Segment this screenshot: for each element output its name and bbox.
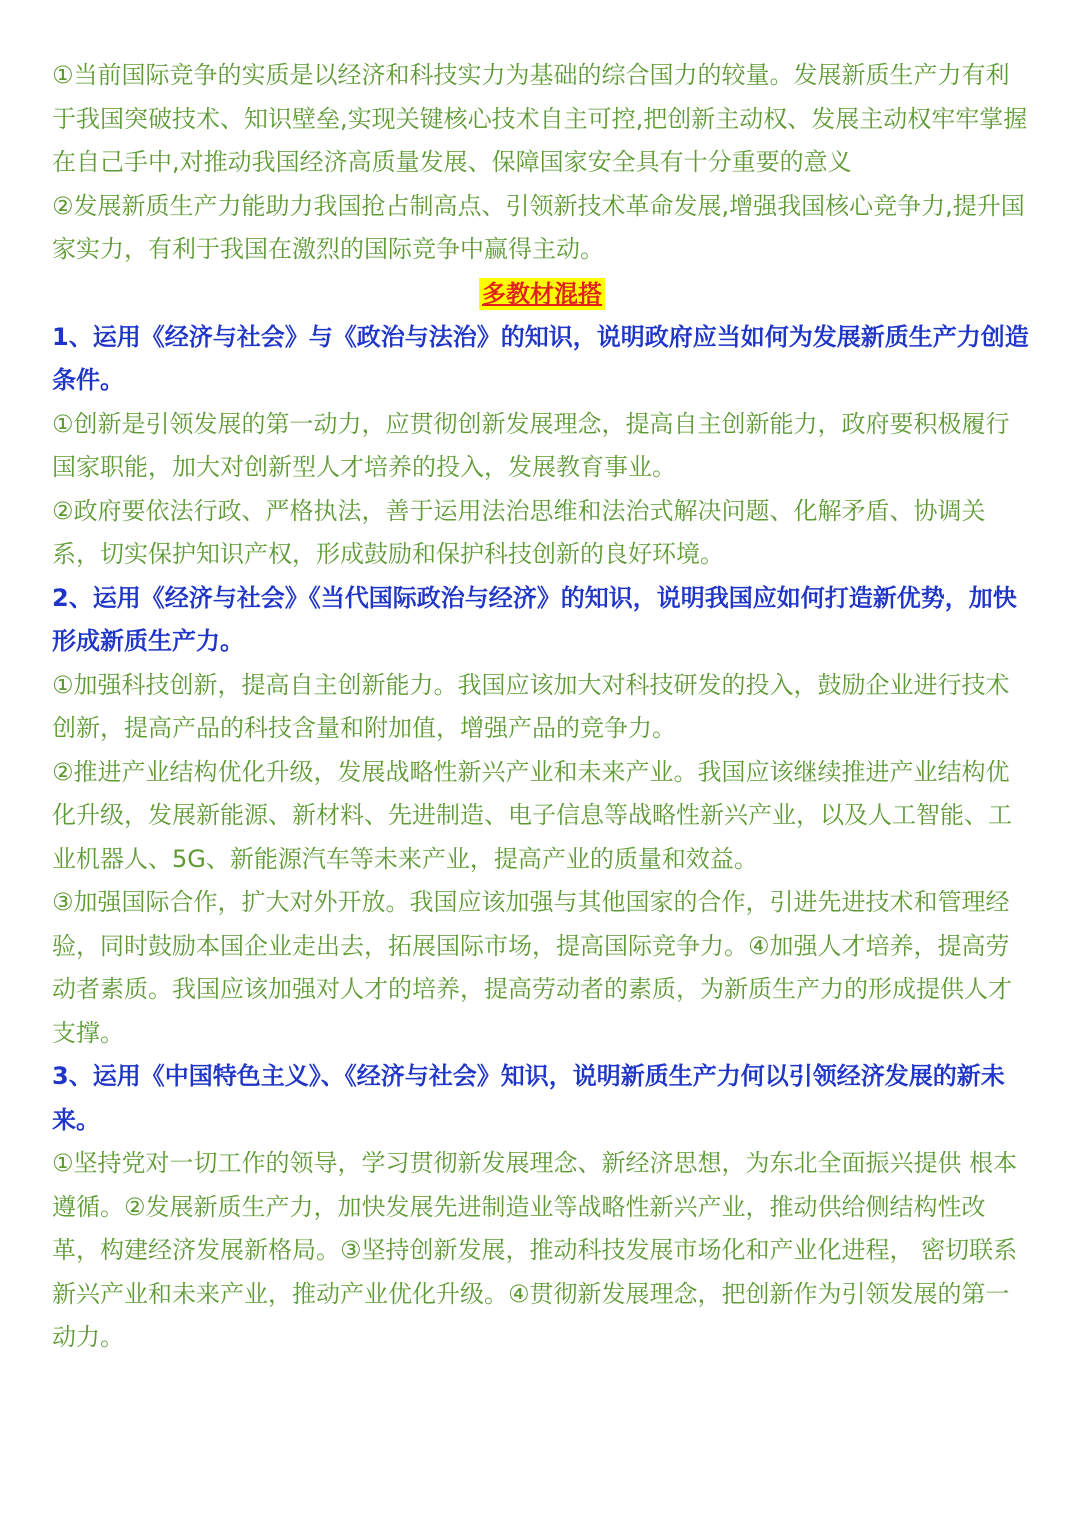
answer-paragraph: ①加强科技创新，提高自主创新能力。我国应该加大对科技研发的投入，鼓励企业进行技术创新，提高产品的科技含量和附加值，增强产品的竞争力。 [52,670,1010,742]
answer-paragraph: ②推进产业结构优化升级，发展战略性新兴产业和未来产业。我国应该继续推进产业结构优化升级，发展新能源、新材料、先进制造、电子信息等战略性新兴产业，以及人工智能、工业机器人、5G、新能源汽车等未来产业，提高产业的质量和效益。 [52,757,1012,873]
answer-paragraph: ③加强国际合作，扩大对外开放。我国应该加强与其他国家的合作，引进先进技术和管理经验，同时鼓励本国企业走出去，拓展国际市场，提高国际竞争力。④加强人才培养，提高劳动者素质。我国应该加强对人才的培养，提高劳动者的素质，为新质生产力的形成提供人才支撑。 [52,888,1012,1047]
answer-paragraph: ①坚持党对一切工作的领导，学习贯彻新发展理念、新经济思想，为东北全面振兴提供 根本遵循。②发展新质生产力，加快发展先进制造业等战略性新兴产业，推动供给侧结构性改革，构建经济发展新格局。③坚持创新发展，推动科技发展市场化和产业化进程， 密切联系新兴产业和未来产业，推动产业优化升级。④贯彻新发展理念，把创新作为引领发展的第一动力。 [52,1149,1018,1351]
answer-paragraph: ②政府要依法行政、严格执法，善于运用法治思维和法治式解决问题、化解矛盾、协调关系，切实保护知识产权，形成鼓励和保护科技创新的良好环境。 [52,496,986,568]
answer-paragraph: ①创新是引领发展的第一动力，应贯彻创新发展理念，提高自主创新能力，政府要积极履行国家职能，加大对创新型人才培养的投入，发展教育事业。 [52,409,1010,481]
answer-paragraph: ①当前国际竞争的实质是以经济和科技实力为基础的综合国力的较量。发展新质生产力有利于我国突破技术、知识壁垒,实现关键核心技术自主可控,把创新主动权、发展主动权牢牢掌握在自己手中,对推动我国经济高质量发展、保障国家安全具有十分重要的意义 [52,61,1028,176]
section-heading [52,272,1032,316]
question-heading: 2、运用《经济与社会》《当代国际政治与经济》的知识，说明我国应如何打造新优势，加快形成新质生产力。 [52,583,1017,655]
question-heading: 1、运用《经济与社会》与《政治与法治》的知识，说明政府应当如何为发展新质生产力创造条件。 [52,322,1029,394]
section-title: 多教材混搭 [479,278,605,310]
document-page [52,54,1032,1360]
question-heading: 3、运用《中国特色主义》、《经济与社会》知识，说明新质生产力何以引领经济发展的新未来。 [52,1062,1005,1134]
answer-paragraph: ②发展新质生产力能助力我国抢占制高点、引领新技术革命发展,增强我国核心竞争力,提升国家实力，有利于我国在激烈的国际竞争中赢得主动。 [52,191,1025,263]
